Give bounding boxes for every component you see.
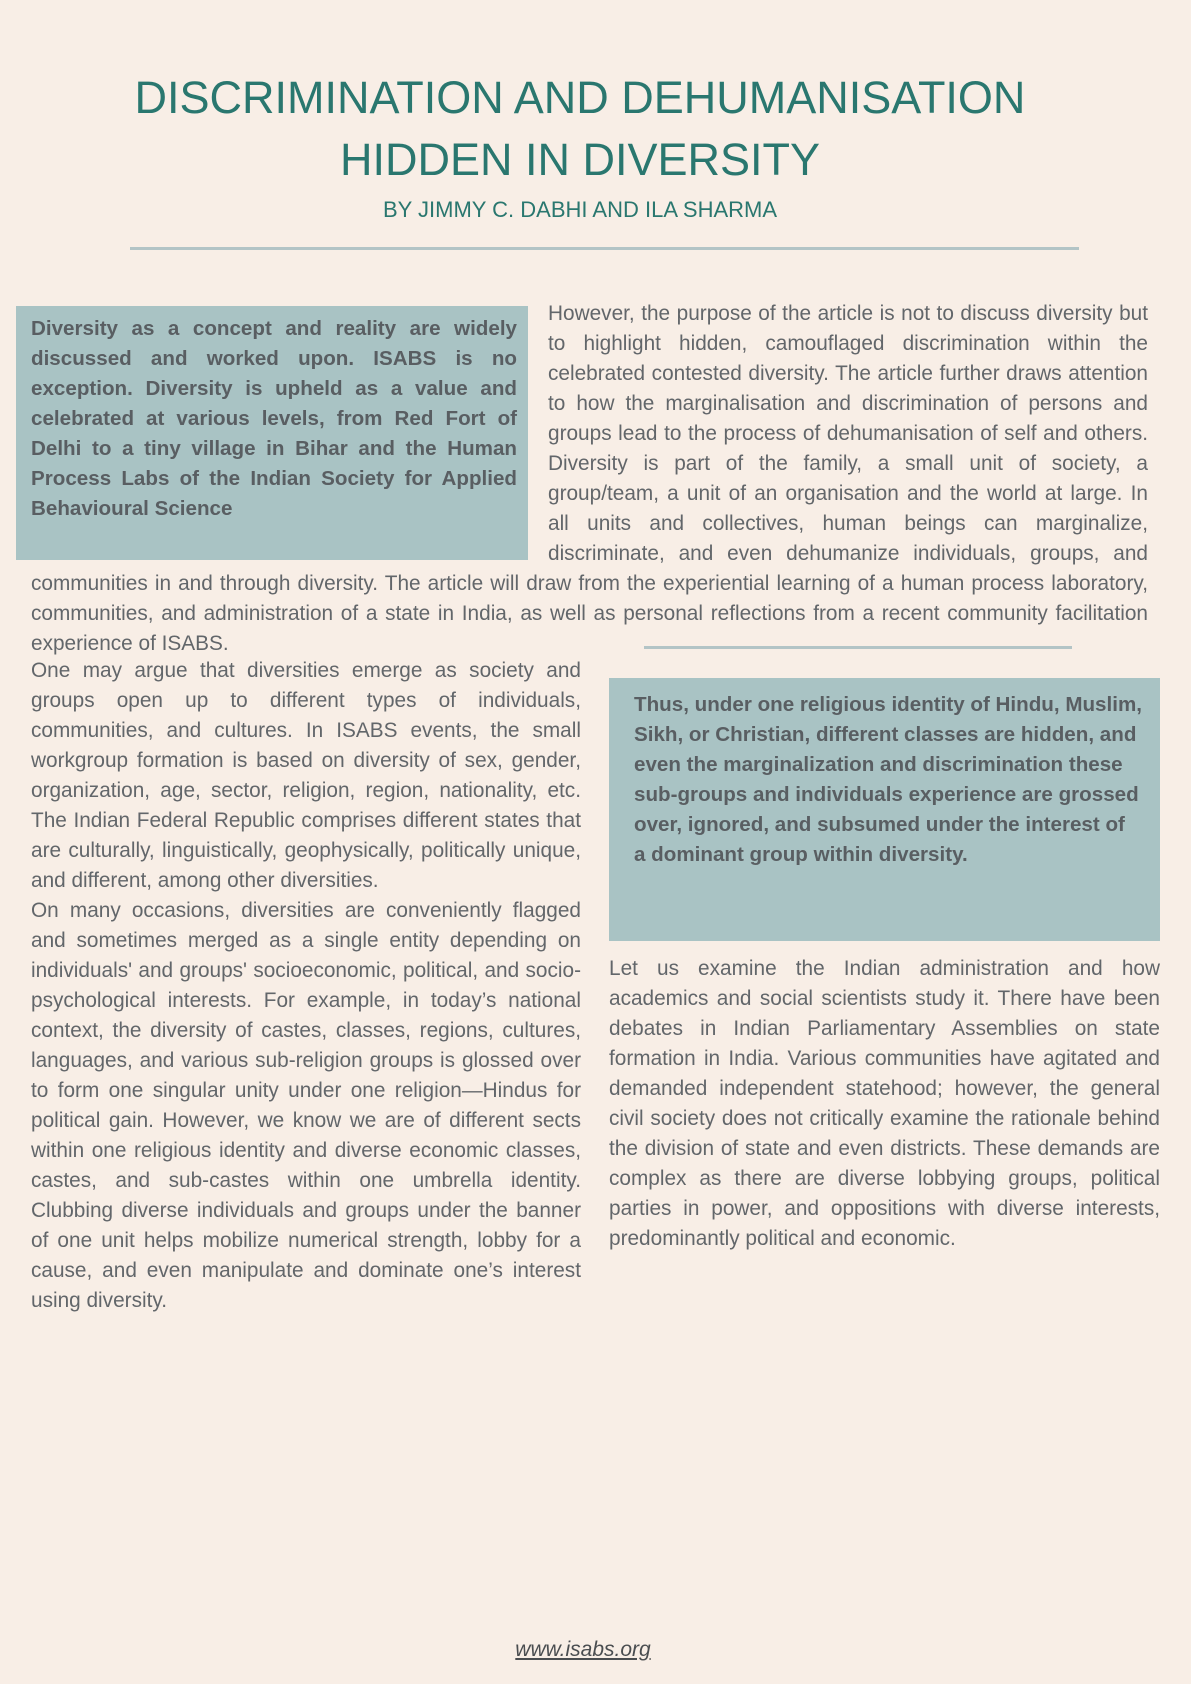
intro-paragraph: However, the purpose of the article is not to discuss diversity but to highlight hidden, camouflaged discrimination within the celebrated contested diversity. The article further draws attention to how the marginalisation and discrimination of persons and groups lead to the process of dehumanisation of self and others. Diversity is part of the family, a small unit of society, a group/team, a unit of an organisation and the world at large. In all units and collectives, human beings can marginalize, discriminate, and even dehumanize individuals, groups, and communities in and through diversity. The article will draw from the experiential learning of a human process laboratory, communities, and administration of a state in India, as well as personal reflections from a recent community facilitation experience of ISABS. bbox=[31, 302, 1148, 655]
pull-quote-2: Thus, under one religious identity of Hindu, Muslim, Sikh, or Christian, different classes are hidden, and even the marginalization and discrimination these sub-groups and individuals experience are grossed over, ignored, and subsumed under the interest of a dominant group within diversity. bbox=[609, 678, 1160, 941]
left-paragraph-1: One may argue that diversities emerge as society and groups open up to different types of individuals, communities, and cultures. In ISABS events, the small workgroup formation is based on diversity of sex, gender, organization, age, sector, religion, region, nationality, etc. The Indian Federal Republic comprises different states that are culturally, linguistically, geophysically, politically unique, and different, among other diversities. bbox=[31, 659, 581, 892]
pull-quote-1: Diversity as a concept and reality are widely discussed and worked upon. ISABS is no exception. Diversity is upheld as a value and celebrated at various levels, from Red Fort of Delhi to a tiny village in Bihar and the Human Process Labs of the Indian Society for Applied Behavioural Science bbox=[16, 306, 528, 560]
right-column bbox=[609, 954, 1160, 1254]
title-line-2: HIDDEN IN DIVERSITY bbox=[339, 134, 821, 185]
section-divider bbox=[644, 646, 1072, 649]
left-column bbox=[31, 656, 581, 1316]
header-divider bbox=[130, 247, 1079, 250]
right-paragraph: Let us examine the Indian administration and how academics and social scientists study it. There have been debates in Indian Parliamentary Assemblies on state formation in India. Various communities have agitated and demanded independent statehood; however, the general civil society does not critically examine the rationale behind the division of state and even districts. These demands are complex as there are diverse lobbying groups, political parties in power, and oppositions with diverse interests, predominantly political and economic. bbox=[609, 957, 1160, 1250]
byline: BY JIMMY C. DABHI AND ILA SHARMA bbox=[382, 197, 778, 222]
left-paragraph-2: On many occasions, diversities are conveniently flagged and sometimes merged as a single entity depending on individuals' and groups' socioeconomic, political, and socio-psychological interests. For example, in today’s national context, the diversity of castes, classes, regions, cultures, languages, and various sub-religion groups is glossed over to form one singular unity under one religion—Hindus for political gain. However, we know we are of different sects within one religious identity and diverse economic classes, castes, and sub-castes within one umbrella identity. Clubbing diverse individuals and groups under the banner of one unit helps mobilize numerical strength, lobby for a cause, and even manipulate and dominate one’s interest using diversity. bbox=[31, 899, 581, 1312]
title-line-1: DISCRIMINATION AND DEHUMANISATION bbox=[134, 72, 1026, 123]
website-link[interactable]: www.isabs.org bbox=[515, 1638, 651, 1661]
intro-section bbox=[31, 299, 1148, 659]
